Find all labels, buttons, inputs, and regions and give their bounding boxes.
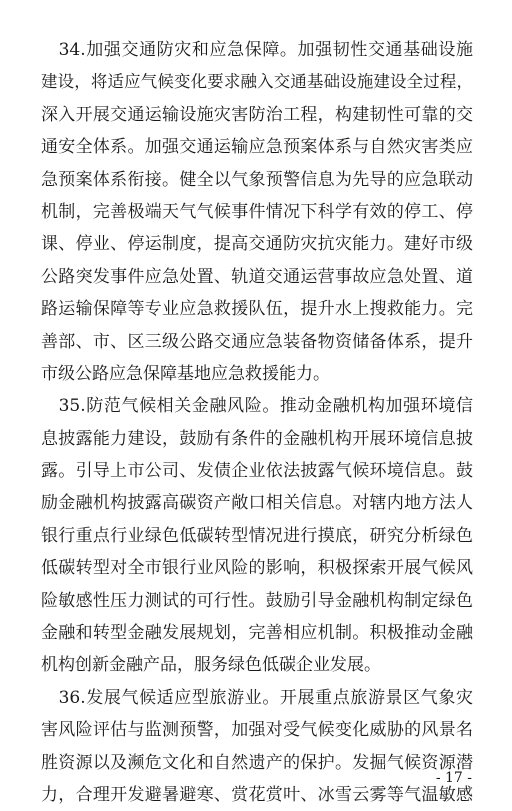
text-line: 金融和转型金融发展规划，完善相应机制。积极推动金融	[41, 623, 473, 644]
text-line: 低碳转型对全市银行业风险的影响，积极探索开展气候风	[41, 558, 473, 579]
page-number: - 17 -	[435, 770, 472, 786]
text-line: 36.发展气候适应型旅游业。开展重点旅游景区气象灾	[41, 687, 473, 708]
text-line: 机制，完善极端天气气候事件情况下科学有效的停工、停	[41, 201, 473, 222]
text-line: 银行重点行业绿色低碳转型情况进行摸底，研究分析绿色	[41, 525, 473, 546]
paragraph-34-transport-disaster-prevention	[41, 34, 473, 390]
text-line: 露。引导上市公司、发债企业依法披露气候环境信息。鼓	[41, 461, 473, 482]
text-line: 市级公路应急保障基地应急救援能力。	[41, 363, 330, 384]
text-line: 急预案体系衔接。健全以气象预警信息为先导的应急联动	[41, 169, 473, 190]
text-line: 胜资源以及濒危文化和自然遗产的保护。发掘气候资源潜	[41, 752, 473, 773]
text-line: 善部、市、区三级公路交通应急装备物资储备体系，提升	[41, 331, 473, 352]
text-line: 通安全体系。加强交通运输应急预案体系与自然灾害类应	[41, 137, 473, 158]
text-line: 34.加强交通防灾和应急保障。加强韧性交通基础设施	[41, 40, 473, 60]
text-line: 机构创新金融产品，服务绿色低碳企业发展。	[41, 655, 381, 676]
text-line: 息披露能力建设，鼓励有条件的金融机构开展环境信息披	[41, 428, 473, 449]
text-line: 35.防范气候相关金融风险。推动金融机构加强环境信	[41, 396, 473, 417]
paragraph-36-climate-adaptive-tourism	[41, 682, 473, 811]
text-line: 力，合理开发避暑避寒、赏花赏叶、冰雪云雾等气温敏感	[41, 784, 473, 805]
text-line: 险敏感性压力测试的可行性。鼓励引导金融机构制定绿色	[41, 590, 473, 611]
text-line: 课、停业、停运制度，提高交通防灾抗灾能力。建好市级	[41, 234, 473, 255]
text-line: 励金融机构披露高碳资产敞口相关信息。对辖内地方法人	[41, 493, 473, 514]
text-line: 公路突发事件应急处置、轨道交通运营事故应急处置、道	[41, 266, 473, 287]
text-line: 路运输保障等专业应急救援队伍，提升水上搜救能力。完	[41, 299, 473, 320]
text-line: 害风险评估与监测预警，加强对受气候变化威胁的风景名	[41, 720, 473, 741]
document-body	[41, 34, 473, 811]
paragraph-35-climate-financial-risk	[41, 390, 473, 682]
text-line: 建设，将适应气候变化要求融入交通基础设施建设全过程，	[41, 72, 473, 92]
text-line: 深入开展交通运输设施灾害防治工程，构建韧性可靠的交	[41, 104, 473, 125]
